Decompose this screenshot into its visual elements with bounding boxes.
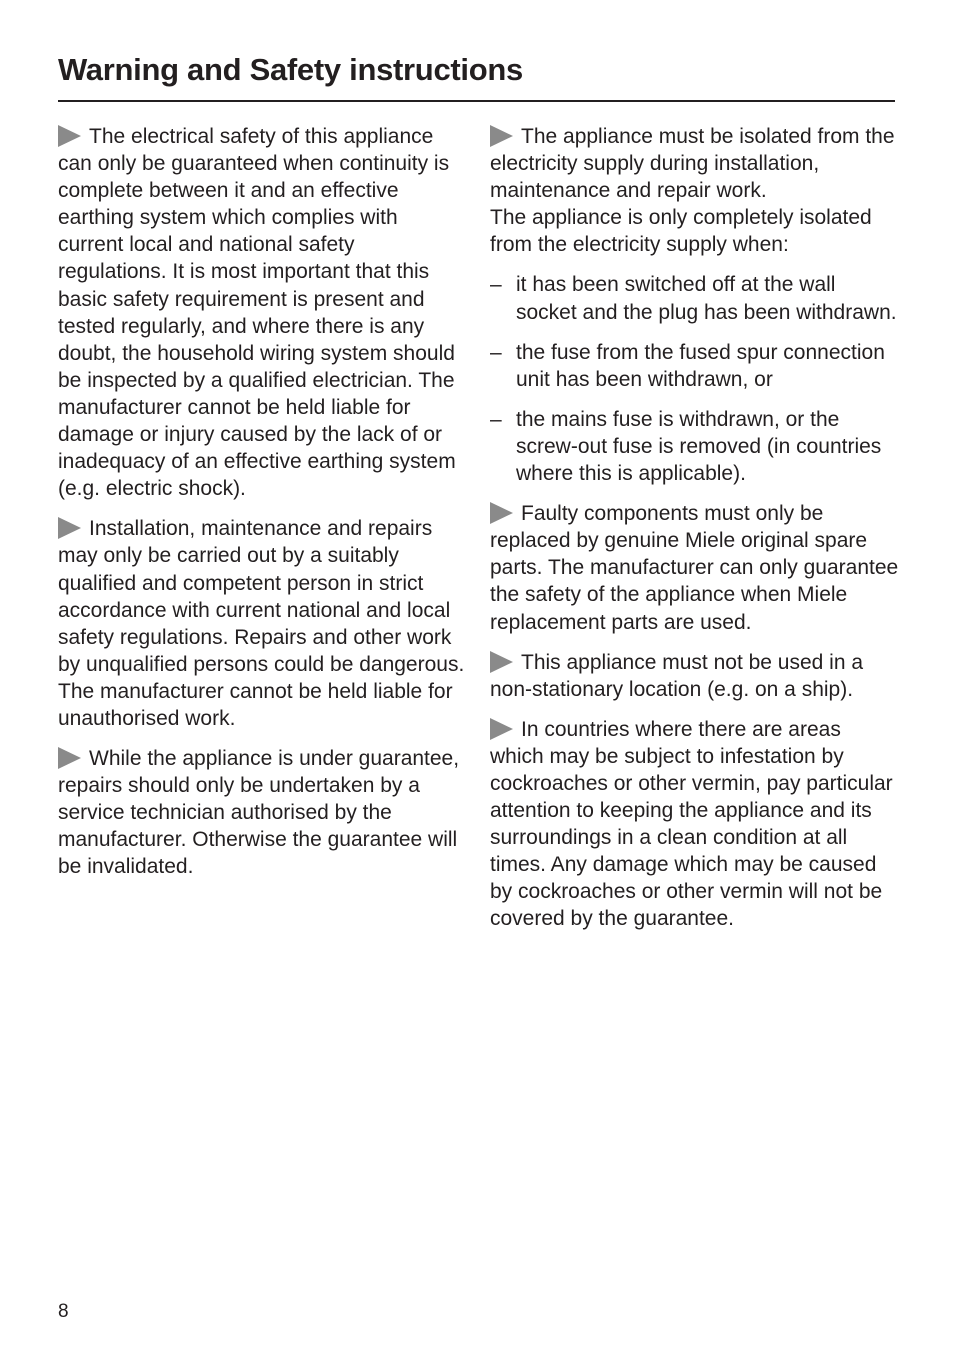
list-item-text: it has been switched off at the wall socket and the plug has been withdrawn. [516, 273, 897, 324]
paragraph-text: In countries where there are areas which may be subject to infestation by cockroaches or other vermin, pay particular attention to keeping the appliance and its surroundings in a clean condition at all times. Any damage which may be caused by cockroaches or other vermin will not be covered by the guarantee. [490, 717, 893, 931]
paragraph-isolation [490, 123, 900, 258]
list-item [490, 339, 900, 393]
paragraph-text: This appliance must not be used in a non-stationary location (e.g. on a ship). [490, 650, 864, 701]
paragraph-electrical-safety [58, 123, 468, 502]
warning-arrow-icon [490, 651, 513, 673]
page-number: 8 [58, 1301, 69, 1322]
dash-bullet: – [490, 340, 502, 364]
warning-arrow-icon [490, 125, 513, 147]
warning-arrow-icon [58, 747, 81, 769]
paragraph-text: Installation, maintenance and repairs may only be carried out by a suitably qualified and competent person in strict accordance with current national and local safety regulations. Repairs and other work by unqualified persons could be dangerous. The manufacturer cannot be held liable for unauthorised work. [58, 517, 465, 730]
list-item-text: the mains fuse is withdrawn, or the screw-out fuse is removed (in countries where this is applicable). [516, 407, 882, 486]
dash-bullet: – [490, 407, 502, 431]
paragraph-text: Faulty components must only be replaced by genuine Miele original spare parts. The manufacturer can only guarantee the safety of the appliance when Miele replacement parts are used. [490, 502, 899, 634]
warning-arrow-icon [490, 502, 513, 524]
warning-arrow-icon [490, 718, 513, 740]
left-column [58, 123, 468, 894]
paragraph-text: While the appliance is under guarantee, repairs should only be undertaken by a service technician authorised by the manufacturer. Otherwise the guarantee will be invalidated. [58, 747, 460, 879]
title-divider [58, 100, 895, 102]
list-item [490, 406, 900, 487]
page-title: Warning and Safety instructions [58, 52, 523, 87]
paragraph-text: The appliance must be isolated from the electricity supply during installation, maintenance and repair work. [490, 125, 895, 203]
paragraph-guarantee-repairs [58, 745, 468, 880]
dash-bullet: – [490, 273, 502, 297]
paragraph-text: The appliance is only completely isolated from the electricity supply when: [490, 206, 872, 257]
list-item-text: the fuse from the fused spur connection unit has been withdrawn, or [516, 340, 885, 391]
paragraph-faulty-components [490, 500, 900, 635]
right-column [490, 123, 900, 946]
list-item [490, 271, 900, 325]
warning-arrow-icon [58, 517, 81, 539]
warning-arrow-icon [58, 125, 81, 147]
paragraph-text: The electrical safety of this appliance can only be guaranteed when continuity is complete between it and an effective earthing system which complies with current local and national safety regulations. It is most important that this basic safety requirement is present and tested regularly, and where there is any doubt, the household wiring system should be inspected by a qualified electrician. The manufacturer cannot be held liable for damage or injury caused by the lack of or inadequacy of an effective earthing system (e.g. electric shock). [58, 125, 456, 501]
paragraph-installation [58, 515, 468, 732]
paragraph-vermin [490, 716, 900, 933]
paragraph-non-stationary [490, 649, 900, 703]
